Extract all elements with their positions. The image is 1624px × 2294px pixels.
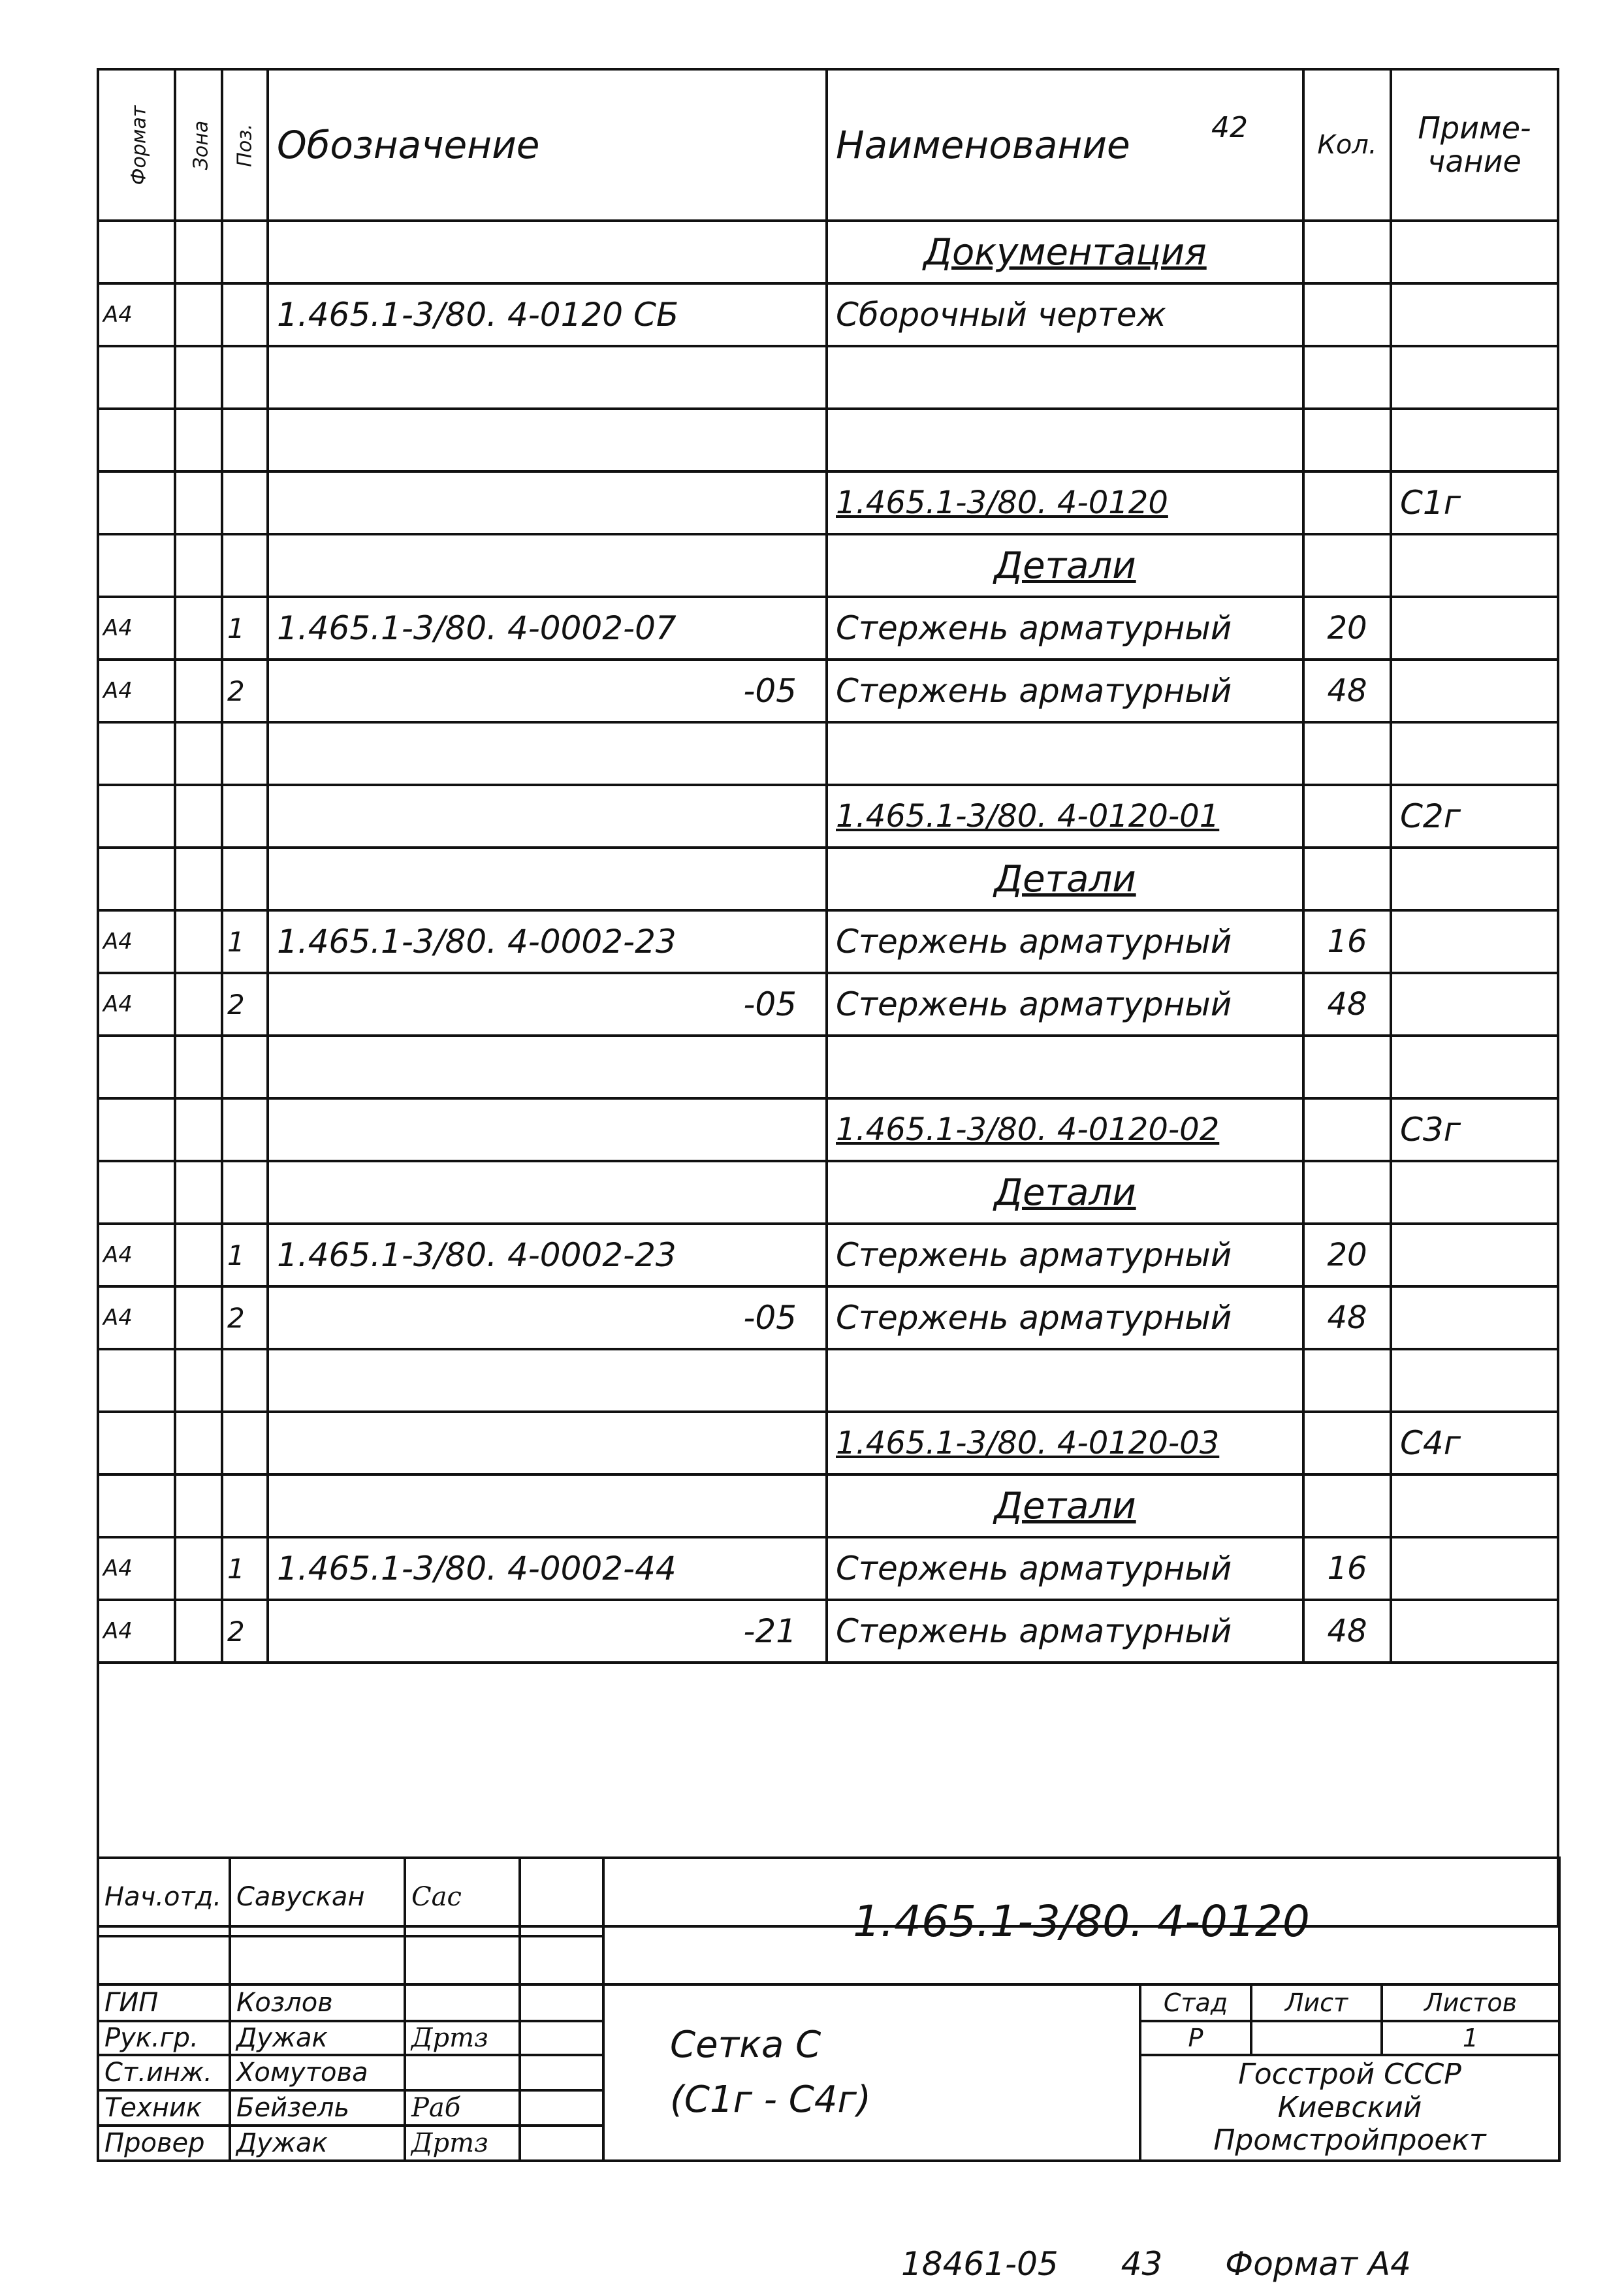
name-cell xyxy=(827,1349,1303,1412)
zone-cell xyxy=(175,1600,222,1663)
table-row xyxy=(98,660,1558,722)
position-cell xyxy=(222,534,268,597)
format-cell xyxy=(98,1098,175,1161)
name-cell: Детали xyxy=(827,1474,1303,1537)
format-cell: А4 xyxy=(98,973,175,1036)
designation-cell xyxy=(268,1161,827,1224)
name-cell: Документация xyxy=(827,221,1303,283)
table-row xyxy=(98,346,1558,409)
quantity-cell xyxy=(1303,1349,1391,1412)
header-note: Приме-чание xyxy=(1391,69,1558,221)
name-cell: Стержень арматурный xyxy=(827,1286,1303,1349)
zone-cell xyxy=(175,221,222,283)
designation-cell: 1.465.1-3/80. 4-0002-07 xyxy=(268,597,827,660)
quantity-cell: 48 xyxy=(1303,1286,1391,1349)
organization xyxy=(1140,2055,1559,2161)
designation-cell xyxy=(268,346,827,409)
spec-header-row xyxy=(98,69,1558,221)
name-cell: Детали xyxy=(827,1161,1303,1224)
person-name: Дужак xyxy=(230,2021,405,2055)
zone-cell xyxy=(175,1098,222,1161)
format-label: Формат А4 xyxy=(1225,2245,1411,2283)
table-row xyxy=(98,1474,1558,1537)
note-cell xyxy=(1391,597,1558,660)
person-name: Козлов xyxy=(230,1984,405,2021)
zone-cell xyxy=(175,346,222,409)
table-row xyxy=(98,785,1558,848)
table-row xyxy=(98,1286,1558,1349)
quantity-cell: 20 xyxy=(1303,597,1391,660)
quantity-cell xyxy=(1303,221,1391,283)
table-row xyxy=(98,1036,1558,1098)
stage-value: Р xyxy=(1140,2021,1251,2055)
zone-cell xyxy=(175,1537,222,1600)
name-cell xyxy=(827,722,1303,785)
table-row xyxy=(98,534,1558,597)
quantity-cell xyxy=(1303,1036,1391,1098)
name-cell: Стержень арматурный xyxy=(827,1537,1303,1600)
note-cell xyxy=(1391,1161,1558,1224)
position-cell: 1 xyxy=(222,1537,268,1600)
position-cell: 1 xyxy=(222,910,268,973)
name-cell: Детали xyxy=(827,848,1303,910)
name-cell xyxy=(827,409,1303,471)
note-cell xyxy=(1391,1036,1558,1098)
zone-cell xyxy=(175,722,222,785)
format-cell xyxy=(98,785,175,848)
page-number: 42 xyxy=(1211,111,1248,144)
quantity-cell xyxy=(1303,1474,1391,1537)
footer-extra: 43 xyxy=(1121,2245,1163,2283)
format-cell: А4 xyxy=(98,910,175,973)
person-role: ГИП xyxy=(98,1984,230,2021)
format-cell xyxy=(98,346,175,409)
table-row xyxy=(98,848,1558,910)
name-cell: Стержень арматурный xyxy=(827,1600,1303,1663)
quantity-cell: 16 xyxy=(1303,1537,1391,1600)
designation-cell xyxy=(268,1474,827,1537)
name-cell: Стержень арматурный xyxy=(827,973,1303,1036)
quantity-cell xyxy=(1303,722,1391,785)
format-cell: А4 xyxy=(98,1537,175,1600)
person-name: Дужак xyxy=(230,2126,405,2161)
person-role: Техник xyxy=(98,2090,230,2126)
name-cell: Стержень арматурный xyxy=(827,1224,1303,1286)
table-row xyxy=(98,221,1558,283)
table-row xyxy=(98,597,1558,660)
zone-cell xyxy=(175,660,222,722)
name-cell: Стержень арматурный xyxy=(827,660,1303,722)
inventory-number: 18461-05 xyxy=(901,2245,1059,2283)
name-cell: 1.465.1-3/80. 4-0120 xyxy=(827,471,1303,534)
format-cell xyxy=(98,409,175,471)
zone-cell xyxy=(175,1224,222,1286)
zone-cell xyxy=(175,1474,222,1537)
stage-label: Стад xyxy=(1140,1984,1251,2021)
sheet-label: Лист xyxy=(1251,1984,1382,2021)
zone-cell xyxy=(175,1286,222,1349)
designation-cell: -05 xyxy=(268,660,827,722)
note-cell xyxy=(1391,1537,1558,1600)
header-format: Формат xyxy=(98,69,175,221)
note-cell xyxy=(1391,409,1558,471)
designation-cell xyxy=(268,1098,827,1161)
format-cell: А4 xyxy=(98,597,175,660)
table-row xyxy=(98,283,1558,346)
specification-table xyxy=(97,68,1559,1928)
table-row xyxy=(98,1412,1558,1474)
title-block xyxy=(97,1856,1561,2162)
table-row xyxy=(98,471,1558,534)
table-row xyxy=(98,910,1558,973)
person-role: Рук.гр. xyxy=(98,2021,230,2055)
format-cell xyxy=(98,1036,175,1098)
zone-cell xyxy=(175,1161,222,1224)
designation-cell xyxy=(268,1036,827,1098)
table-row xyxy=(98,1224,1558,1286)
position-cell xyxy=(222,848,268,910)
designation-cell xyxy=(268,722,827,785)
signature: Раб xyxy=(405,2090,520,2126)
format-cell xyxy=(98,1474,175,1537)
zone-cell xyxy=(175,597,222,660)
table-row xyxy=(98,1600,1558,1663)
quantity-cell xyxy=(1303,1412,1391,1474)
quantity-cell xyxy=(1303,409,1391,471)
note-cell xyxy=(1391,1474,1558,1537)
person-name: Хомутова xyxy=(230,2055,405,2090)
position-cell xyxy=(222,1098,268,1161)
quantity-cell xyxy=(1303,346,1391,409)
zone-cell xyxy=(175,1412,222,1474)
format-cell: А4 xyxy=(98,1224,175,1286)
position-cell xyxy=(222,1161,268,1224)
designation-cell xyxy=(268,848,827,910)
table-row xyxy=(98,722,1558,785)
quantity-cell xyxy=(1303,283,1391,346)
note-cell: С2г xyxy=(1391,785,1558,848)
position-cell: 1 xyxy=(222,597,268,660)
sheets-value: 1 xyxy=(1382,2021,1559,2055)
format-cell xyxy=(98,221,175,283)
zone-cell xyxy=(175,471,222,534)
position-cell: 2 xyxy=(222,660,268,722)
header-pos: Поз. xyxy=(222,69,268,221)
designation-cell xyxy=(268,409,827,471)
sheet-footer xyxy=(901,2245,1463,2283)
position-cell xyxy=(222,471,268,534)
note-cell: С3г xyxy=(1391,1098,1558,1161)
format-cell xyxy=(98,471,175,534)
note-cell xyxy=(1391,973,1558,1036)
name-cell: 1.465.1-3/80. 4-0120-01 xyxy=(827,785,1303,848)
quantity-cell xyxy=(1303,1098,1391,1161)
position-cell xyxy=(222,221,268,283)
position-cell xyxy=(222,722,268,785)
designation-cell xyxy=(268,785,827,848)
table-row xyxy=(98,1161,1558,1224)
note-cell xyxy=(1391,1286,1558,1349)
position-cell: 2 xyxy=(222,1286,268,1349)
header-zone: Зона xyxy=(175,69,222,221)
zone-cell xyxy=(175,910,222,973)
quantity-cell: 48 xyxy=(1303,1600,1391,1663)
quantity-cell xyxy=(1303,534,1391,597)
document-designation: 1.465.1-3/80. 4-0120 xyxy=(603,1858,1559,1984)
person-name: Савускан xyxy=(230,1858,405,1936)
quantity-cell: 48 xyxy=(1303,973,1391,1036)
position-cell xyxy=(222,409,268,471)
signature: Дртз xyxy=(405,2021,520,2055)
header-designation: Обозначение xyxy=(268,69,827,221)
signature xyxy=(405,2055,520,2090)
note-cell: С4г xyxy=(1391,1412,1558,1474)
designation-cell xyxy=(268,1412,827,1474)
name-cell: Стержень арматурный xyxy=(827,910,1303,973)
designation-cell: 1.465.1-3/80. 4-0002-23 xyxy=(268,1224,827,1286)
person-name: Бейзель xyxy=(230,2090,405,2126)
note-cell xyxy=(1391,722,1558,785)
note-cell xyxy=(1391,221,1558,283)
position-cell xyxy=(222,346,268,409)
note-cell xyxy=(1391,848,1558,910)
format-cell xyxy=(98,848,175,910)
position-cell: 2 xyxy=(222,1600,268,1663)
quantity-cell xyxy=(1303,471,1391,534)
title-line-2: (С1г - С4г) xyxy=(670,2079,871,2121)
quantity-cell xyxy=(1303,848,1391,910)
quantity-cell: 16 xyxy=(1303,910,1391,973)
table-row xyxy=(98,409,1558,471)
zone-cell xyxy=(175,1349,222,1412)
note-cell xyxy=(1391,1600,1558,1663)
designation-cell xyxy=(268,1349,827,1412)
position-cell xyxy=(222,1349,268,1412)
signature xyxy=(405,1984,520,2021)
format-cell: А4 xyxy=(98,1600,175,1663)
note-cell xyxy=(1391,534,1558,597)
format-cell: А4 xyxy=(98,283,175,346)
position-cell xyxy=(222,1412,268,1474)
zone-cell xyxy=(175,973,222,1036)
signature: Дртз xyxy=(405,2126,520,2161)
designation-cell xyxy=(268,534,827,597)
note-cell xyxy=(1391,283,1558,346)
org-line-1: Госстрой СССР xyxy=(1238,2058,1461,2092)
quantity-cell: 20 xyxy=(1303,1224,1391,1286)
header-qty: Кол. xyxy=(1303,69,1391,221)
table-row xyxy=(98,1349,1558,1412)
designation-cell: 1.465.1-3/80. 4-0120 СБ xyxy=(268,283,827,346)
format-cell xyxy=(98,1412,175,1474)
org-line-2: Киевский xyxy=(1277,2090,1422,2124)
quantity-cell xyxy=(1303,785,1391,848)
name-cell: 1.465.1-3/80. 4-0120-03 xyxy=(827,1412,1303,1474)
name-cell: Стержень арматурный xyxy=(827,597,1303,660)
format-cell: А4 xyxy=(98,1286,175,1349)
title-line-1: Сетка С xyxy=(670,2024,821,2066)
table-row xyxy=(98,973,1558,1036)
position-cell xyxy=(222,1036,268,1098)
note-cell xyxy=(1391,1224,1558,1286)
note-cell xyxy=(1391,1349,1558,1412)
position-cell: 2 xyxy=(222,973,268,1036)
zone-cell xyxy=(175,283,222,346)
signature: Сас xyxy=(405,1858,520,1936)
position-cell xyxy=(222,785,268,848)
zone-cell xyxy=(175,534,222,597)
format-cell xyxy=(98,722,175,785)
header-name: Наименование xyxy=(827,69,1303,221)
org-line-3: Промстройпроект xyxy=(1213,2124,1486,2158)
position-cell xyxy=(222,1474,268,1537)
zone-cell xyxy=(175,848,222,910)
name-cell: Детали xyxy=(827,534,1303,597)
name-cell xyxy=(827,346,1303,409)
zone-cell xyxy=(175,1036,222,1098)
designation-cell: 1.465.1-3/80. 4-0002-44 xyxy=(268,1537,827,1600)
zone-cell xyxy=(175,409,222,471)
spec-body xyxy=(98,221,1558,1926)
designation-cell: 1.465.1-3/80. 4-0002-23 xyxy=(268,910,827,973)
designation-cell xyxy=(268,221,827,283)
table-row xyxy=(98,1098,1558,1161)
document-title xyxy=(603,1984,1140,2161)
quantity-cell: 48 xyxy=(1303,660,1391,722)
format-cell xyxy=(98,534,175,597)
designation-cell: -05 xyxy=(268,1286,827,1349)
position-cell xyxy=(222,283,268,346)
note-cell xyxy=(1391,346,1558,409)
person-role: Провер xyxy=(98,2126,230,2161)
designation-cell: -05 xyxy=(268,973,827,1036)
note-cell xyxy=(1391,910,1558,973)
note-cell xyxy=(1391,660,1558,722)
format-cell xyxy=(98,1161,175,1224)
person-role: Ст.инж. xyxy=(98,2055,230,2090)
table-row xyxy=(98,1537,1558,1600)
position-cell: 1 xyxy=(222,1224,268,1286)
name-cell: Сборочный чертеж xyxy=(827,283,1303,346)
format-cell: А4 xyxy=(98,660,175,722)
format-cell xyxy=(98,1349,175,1412)
zone-cell xyxy=(175,785,222,848)
name-cell xyxy=(827,1036,1303,1098)
note-cell: С1г xyxy=(1391,471,1558,534)
designation-cell: -21 xyxy=(268,1600,827,1663)
person-role: Нач.отд. xyxy=(98,1858,230,1936)
designation-cell xyxy=(268,471,827,534)
name-cell: 1.465.1-3/80. 4-0120-02 xyxy=(827,1098,1303,1161)
sheets-label: Листов xyxy=(1382,1984,1559,2021)
quantity-cell xyxy=(1303,1161,1391,1224)
